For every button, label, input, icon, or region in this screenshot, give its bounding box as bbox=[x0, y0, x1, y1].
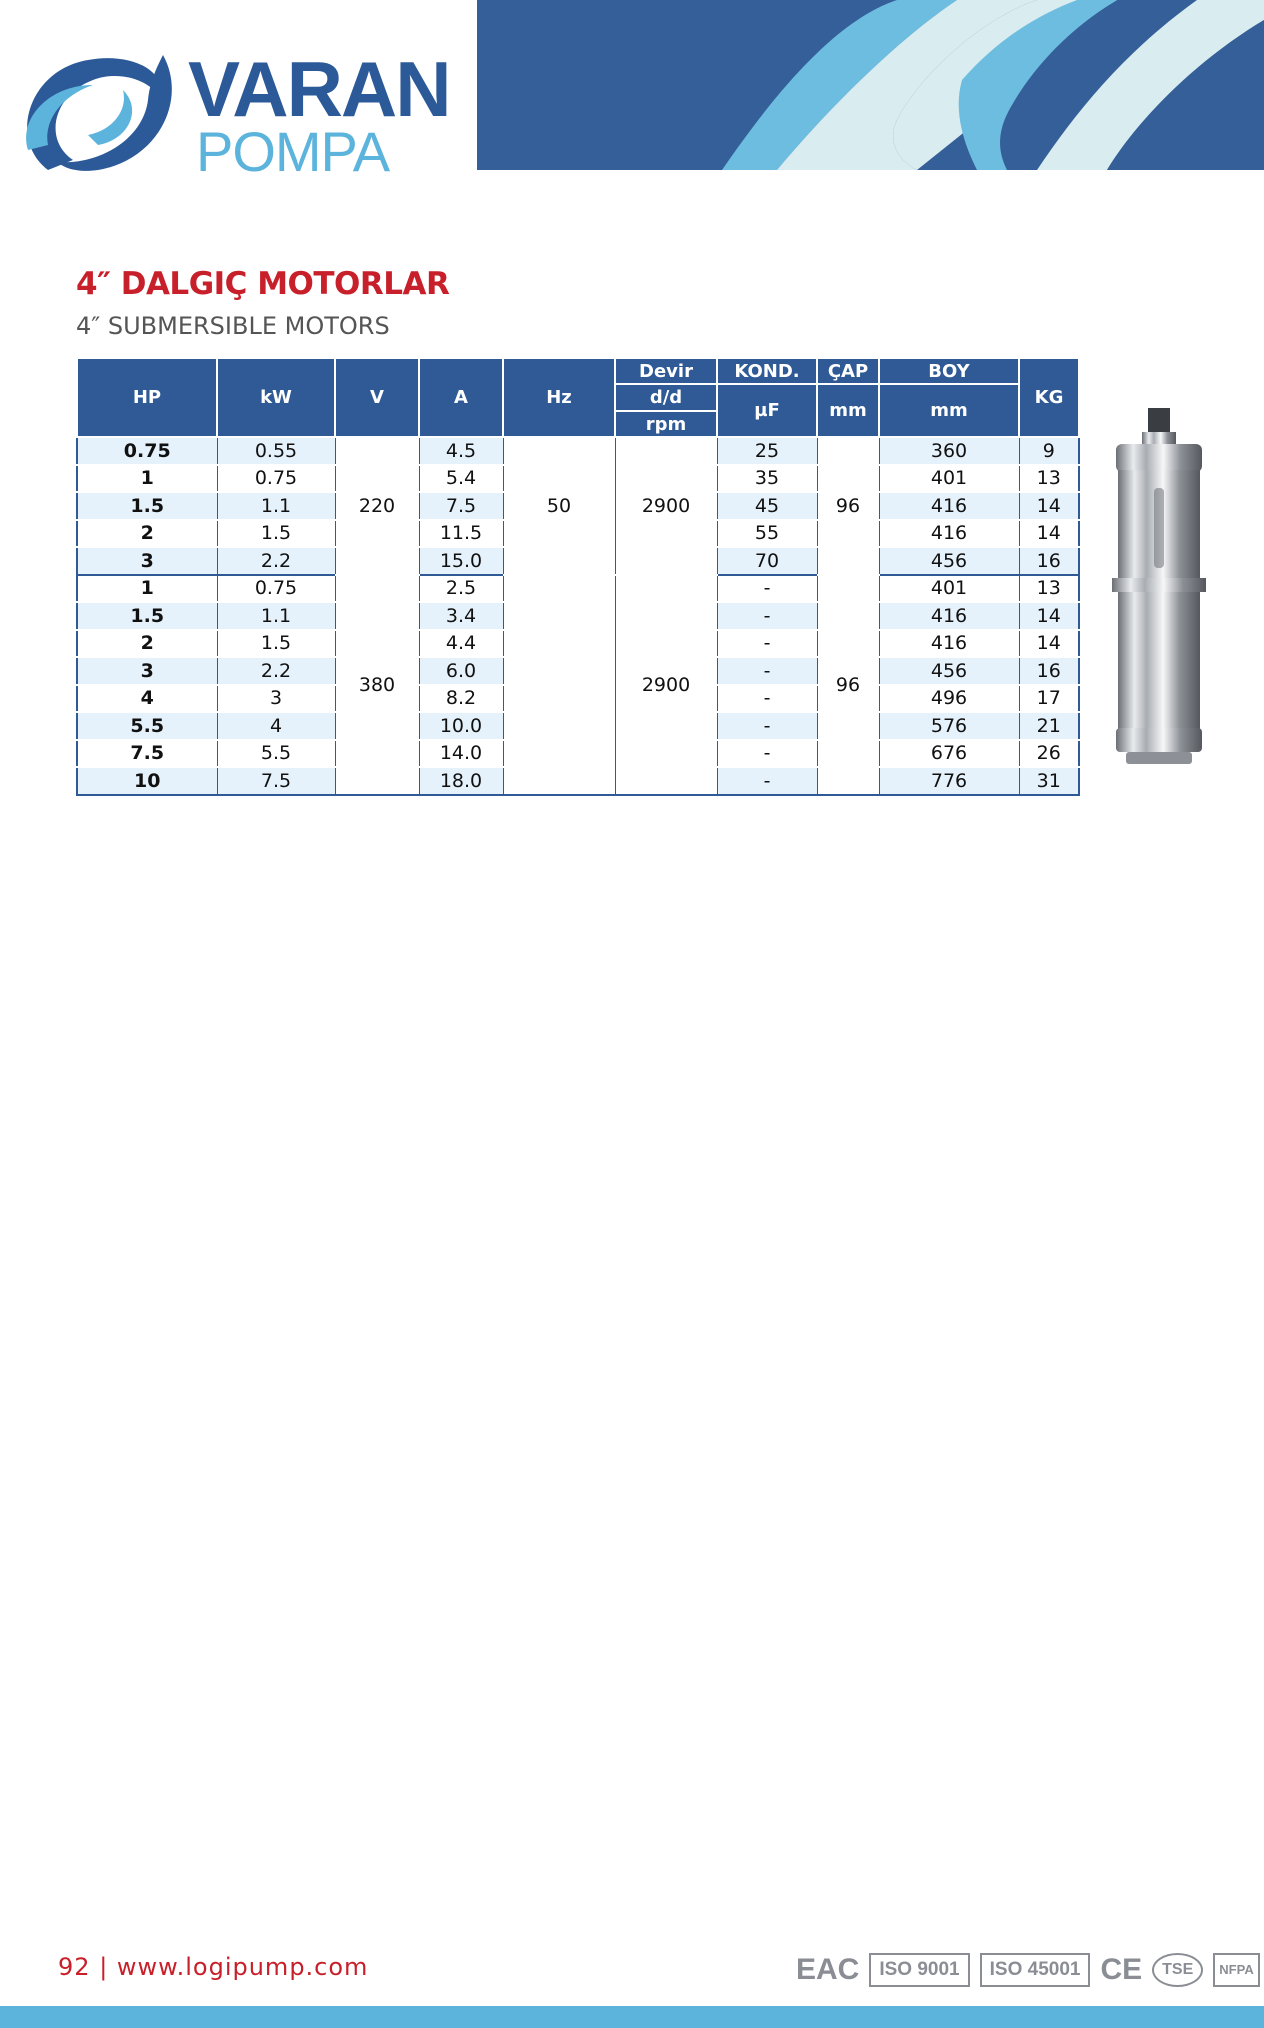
cell-kg: 31 bbox=[1019, 767, 1079, 795]
cell-kg: 14 bbox=[1019, 630, 1079, 658]
cell-hp: 7.5 bbox=[77, 740, 217, 768]
header-dd: d/d bbox=[615, 384, 717, 411]
cell-uf: 70 bbox=[717, 547, 817, 575]
cell-kw: 1.5 bbox=[217, 630, 335, 658]
page-number: 92 bbox=[58, 1953, 91, 1981]
header-cap-unit: mm bbox=[817, 384, 879, 437]
cell-kw: 0.55 bbox=[217, 437, 335, 465]
brand-name-pompa: POMPA bbox=[196, 120, 390, 183]
website-link[interactable]: www.logipump.com bbox=[116, 1953, 369, 1981]
cell-uf: - bbox=[717, 740, 817, 768]
cell-uf: 55 bbox=[717, 520, 817, 548]
cell-a: 3.4 bbox=[419, 602, 503, 630]
cell-a: 11.5 bbox=[419, 520, 503, 548]
header-devir: Devir bbox=[615, 358, 717, 384]
cell-kw: 3 bbox=[217, 685, 335, 713]
cell-hp: 2 bbox=[77, 520, 217, 548]
cell-uf: - bbox=[717, 575, 817, 603]
cell-kw: 2.2 bbox=[217, 657, 335, 685]
cell-boy: 401 bbox=[879, 465, 1019, 493]
cell-hp: 1.5 bbox=[77, 492, 217, 520]
cell-hp: 1 bbox=[77, 465, 217, 493]
cell-kw: 2.2 bbox=[217, 547, 335, 575]
cell-uf: - bbox=[717, 630, 817, 658]
header-hz: Hz bbox=[503, 358, 615, 437]
cell-hp: 3 bbox=[77, 657, 217, 685]
cell-hp: 1 bbox=[77, 575, 217, 603]
cell-kg: 14 bbox=[1019, 520, 1079, 548]
cell-kw: 0.75 bbox=[217, 465, 335, 493]
cell-a: 15.0 bbox=[419, 547, 503, 575]
cell-rpm: 2900 bbox=[615, 437, 717, 575]
cell-uf: - bbox=[717, 685, 817, 713]
cell-kw: 4 bbox=[217, 712, 335, 740]
header-cap: ÇAP bbox=[817, 358, 879, 384]
cell-voltage: 220 bbox=[335, 437, 419, 575]
cell-a: 7.5 bbox=[419, 492, 503, 520]
cell-uf: 35 bbox=[717, 465, 817, 493]
motor-spec-table bbox=[76, 357, 1080, 796]
cell-a: 2.5 bbox=[419, 575, 503, 603]
cell-kg: 14 bbox=[1019, 602, 1079, 630]
cell-boy: 576 bbox=[879, 712, 1019, 740]
header-kond: KOND. bbox=[717, 358, 817, 384]
certification-logos bbox=[796, 1950, 1260, 1990]
cell-uf: 45 bbox=[717, 492, 817, 520]
cell-cap: 96 bbox=[817, 575, 879, 795]
cell-boy: 360 bbox=[879, 437, 1019, 465]
cell-kg: 21 bbox=[1019, 712, 1079, 740]
ce-mark-icon: CE bbox=[1100, 1953, 1143, 1986]
cell-kg: 13 bbox=[1019, 465, 1079, 493]
cell-hp: 5.5 bbox=[77, 712, 217, 740]
cell-hz bbox=[503, 575, 615, 795]
cell-boy: 416 bbox=[879, 492, 1019, 520]
footer-separator: | bbox=[99, 1953, 109, 1981]
cell-kg: 16 bbox=[1019, 657, 1079, 685]
cell-boy: 776 bbox=[879, 767, 1019, 795]
cell-boy: 496 bbox=[879, 685, 1019, 713]
cell-boy: 676 bbox=[879, 740, 1019, 768]
cell-kg: 26 bbox=[1019, 740, 1079, 768]
cell-a: 5.4 bbox=[419, 465, 503, 493]
page-subtitle: 4″ SUBMERSIBLE MOTORS bbox=[76, 312, 390, 340]
cell-a: 4.5 bbox=[419, 437, 503, 465]
cell-a: 14.0 bbox=[419, 740, 503, 768]
cell-hp: 4 bbox=[77, 685, 217, 713]
cell-kw: 7.5 bbox=[217, 767, 335, 795]
company-logo bbox=[18, 40, 458, 183]
cell-hp: 10 bbox=[77, 767, 217, 795]
cell-hp: 0.75 bbox=[77, 437, 217, 465]
cell-voltage: 380 bbox=[335, 575, 419, 795]
page-title: 4″ DALGIÇ MOTORLAR bbox=[76, 266, 450, 302]
cell-boy: 416 bbox=[879, 602, 1019, 630]
cell-a: 6.0 bbox=[419, 657, 503, 685]
cell-uf: - bbox=[717, 602, 817, 630]
header-kw: kW bbox=[217, 358, 335, 437]
iso-45001-badge: ISO 45001 bbox=[980, 1953, 1091, 1987]
cell-a: 8.2 bbox=[419, 685, 503, 713]
cell-kg: 14 bbox=[1019, 492, 1079, 520]
header-boy-unit: mm bbox=[879, 384, 1019, 437]
eac-mark-icon: EAC bbox=[796, 1953, 860, 1986]
logo-swirl-icon bbox=[18, 40, 178, 180]
header-a: A bbox=[419, 358, 503, 437]
footer-bar bbox=[0, 2006, 1264, 2028]
cell-uf: - bbox=[717, 657, 817, 685]
cell-kg: 13 bbox=[1019, 575, 1079, 603]
nfpa-mark-icon: NFPA bbox=[1213, 1953, 1259, 1987]
cell-kg: 17 bbox=[1019, 685, 1079, 713]
cell-boy: 401 bbox=[879, 575, 1019, 603]
cell-a: 18.0 bbox=[419, 767, 503, 795]
cell-kw: 0.75 bbox=[217, 575, 335, 603]
cell-boy: 456 bbox=[879, 547, 1019, 575]
table-row bbox=[77, 437, 1079, 465]
header-hp: HP bbox=[77, 358, 217, 437]
tse-mark-icon: TSE bbox=[1152, 1953, 1203, 1987]
header-boy: BOY bbox=[879, 358, 1019, 384]
cell-boy: 416 bbox=[879, 630, 1019, 658]
cell-uf: - bbox=[717, 767, 817, 795]
cell-kw: 5.5 bbox=[217, 740, 335, 768]
cell-kg: 9 bbox=[1019, 437, 1079, 465]
submersible-motor-image bbox=[1108, 408, 1208, 768]
cell-hp: 2 bbox=[77, 630, 217, 658]
header-banner bbox=[477, 0, 1264, 170]
header-v: V bbox=[335, 358, 419, 437]
cell-uf: - bbox=[717, 712, 817, 740]
cell-a: 10.0 bbox=[419, 712, 503, 740]
cell-hp: 3 bbox=[77, 547, 217, 575]
iso-9001-badge: ISO 9001 bbox=[869, 1953, 969, 1987]
cell-kw: 1.5 bbox=[217, 520, 335, 548]
cell-rpm: 2900 bbox=[615, 575, 717, 795]
header-kg: KG bbox=[1019, 358, 1079, 437]
header-uf: µF bbox=[717, 384, 817, 437]
cell-boy: 416 bbox=[879, 520, 1019, 548]
cell-hp: 1.5 bbox=[77, 602, 217, 630]
cell-boy: 456 bbox=[879, 657, 1019, 685]
header-rpm: rpm bbox=[615, 411, 717, 437]
brand-name-varan: VARAN bbox=[188, 45, 450, 133]
cell-kw: 1.1 bbox=[217, 602, 335, 630]
table-row bbox=[77, 575, 1079, 603]
cell-uf: 25 bbox=[717, 437, 817, 465]
cell-hz: 50 bbox=[503, 437, 615, 575]
cell-kw: 1.1 bbox=[217, 492, 335, 520]
cell-a: 4.4 bbox=[419, 630, 503, 658]
cell-cap: 96 bbox=[817, 437, 879, 575]
footer-info bbox=[58, 1953, 368, 1981]
cell-kg: 16 bbox=[1019, 547, 1079, 575]
